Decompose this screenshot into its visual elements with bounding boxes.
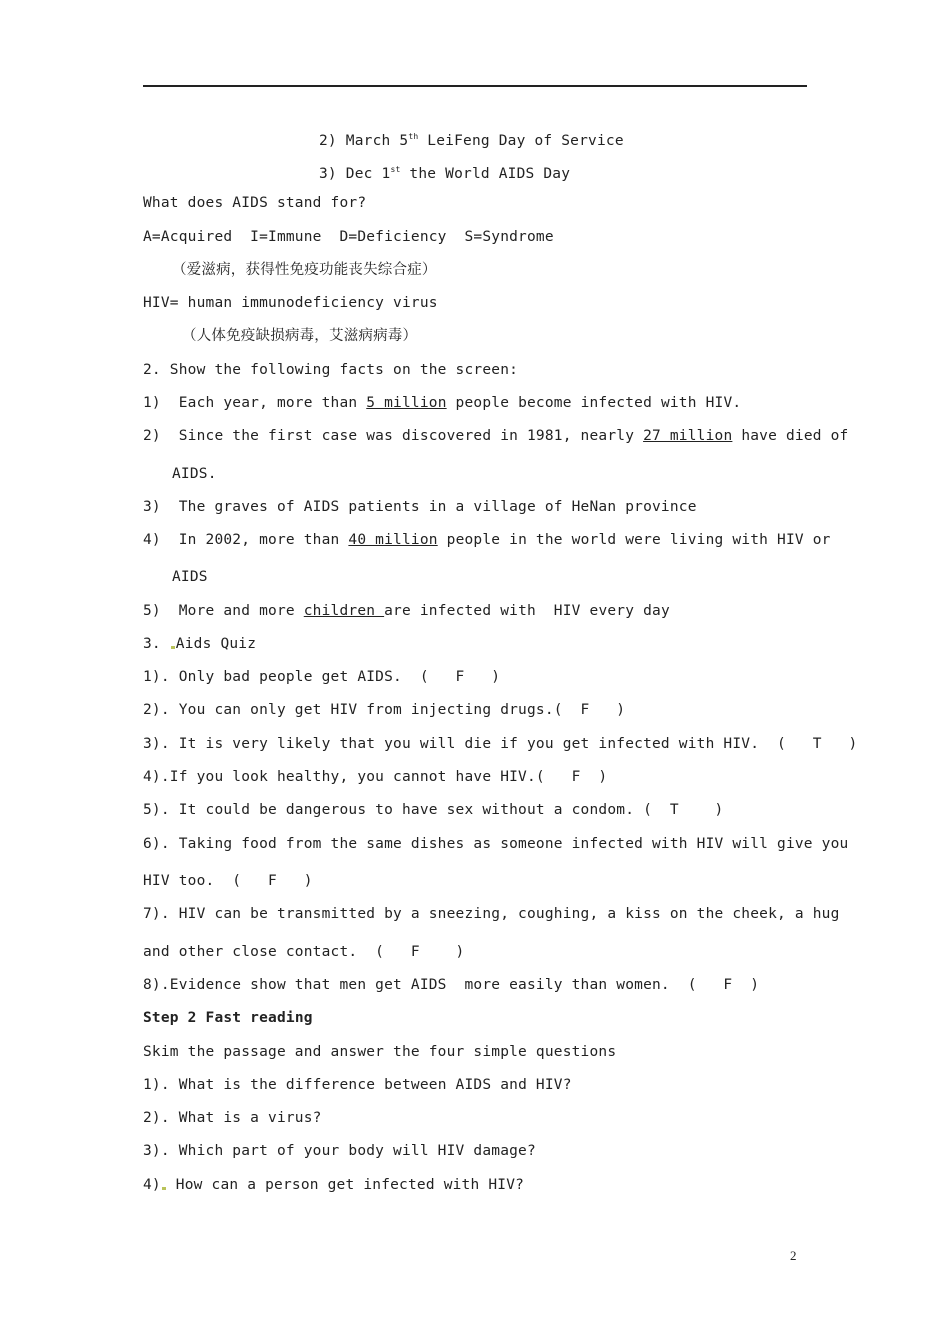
fact-2: 2) Since the first case was discovered in 1981, nearly 27 million have died of xyxy=(143,428,849,444)
header-rule xyxy=(143,85,807,87)
step2-intro: Skim the passage and answer the four simple questions xyxy=(143,1044,617,1060)
hiv-chinese: （人体免疫缺损病毒，艾滋病病毒） xyxy=(182,328,418,344)
quiz-q3: 3). It is very likely that you will die if you get infected with HIV. ( T ) xyxy=(143,736,858,752)
quiz-heading: 3. Aids Quiz xyxy=(143,636,257,652)
fact-4-cont: AIDS xyxy=(172,569,208,585)
fact-3: 3) The graves of AIDS patients in a village of HeNan province xyxy=(143,499,697,515)
edit-mark-icon xyxy=(171,646,175,649)
fact-5: 5) More and more children are infected with HIV every day xyxy=(143,603,670,619)
page-number: 2 xyxy=(790,1248,797,1263)
fact-4: 4) In 2002, more than 40 million people in the world were living with HIV or xyxy=(143,532,831,548)
facts-heading: 2. Show the following facts on the screen: xyxy=(143,362,519,378)
fact-1: 1) Each year, more than 5 million people become infected with HIV. xyxy=(143,395,742,411)
quiz-q1: 1). Only bad people get AIDS. ( F ) xyxy=(143,669,501,685)
day-item-leifeng: 2) March 5th LeiFeng Day of Service xyxy=(319,132,624,149)
edit-mark-icon xyxy=(162,1187,166,1190)
step2-q4: 4) How can a person get infected with HIV? xyxy=(143,1177,525,1193)
quiz-q2: 2). You can only get HIV from injecting drugs.( F ) xyxy=(143,702,626,718)
aids-question: What does AIDS stand for? xyxy=(143,195,367,211)
quiz-q6: 6). Taking food from the same dishes as someone infected with HIV will give you xyxy=(143,836,849,852)
quiz-q6-cont: HIV too. ( F ) xyxy=(143,873,313,889)
fact-2-cont: AIDS. xyxy=(172,466,217,482)
aids-expansion: A=Acquired I=Immune D=Deficiency S=Syndrome xyxy=(143,229,554,245)
step2-q3: 3). Which part of your body will HIV damage? xyxy=(143,1143,536,1159)
aids-chinese: （爱滋病，获得性免疫功能丧失综合症） xyxy=(172,262,437,278)
quiz-q5: 5). It could be dangerous to have sex without a condom. ( T ) xyxy=(143,802,724,818)
quiz-q7-cont: and other close contact. ( F ) xyxy=(143,944,465,960)
step2-q2: 2). What is a virus? xyxy=(143,1110,322,1126)
quiz-q7: 7). HIV can be transmitted by a sneezing, coughing, a kiss on the cheek, a hug xyxy=(143,906,840,922)
day-item-aids: 3) Dec 1st the World AIDS Day xyxy=(319,165,571,182)
quiz-q4: 4).If you look healthy, you cannot have HIV.( F ) xyxy=(143,769,608,785)
step2-q1: 1). What is the difference between AIDS and HIV? xyxy=(143,1077,572,1093)
quiz-q8: 8).Evidence show that men get AIDS more easily than women. ( F ) xyxy=(143,977,760,993)
hiv-definition: HIV= human immunodeficiency virus xyxy=(143,295,438,311)
step2-heading: Step 2 Fast reading xyxy=(143,1010,313,1026)
